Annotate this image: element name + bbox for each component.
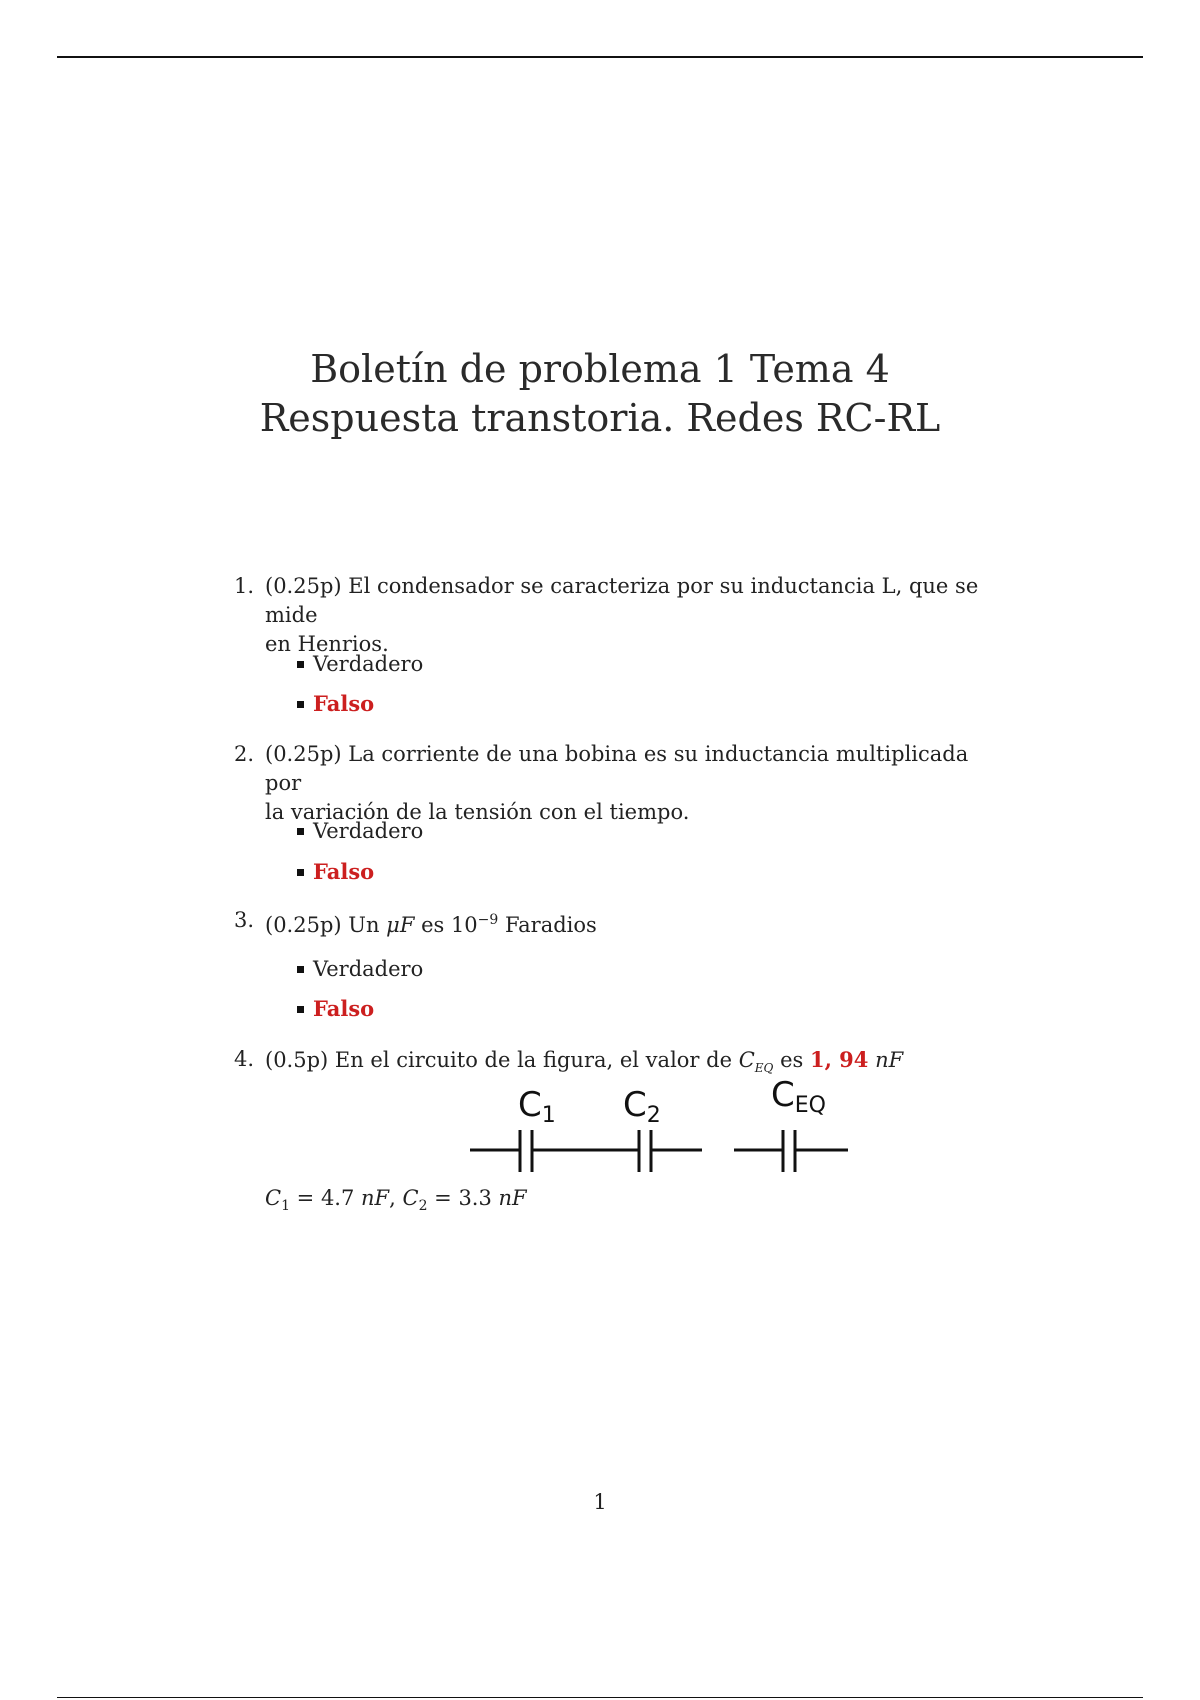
question-text bbox=[265, 572, 994, 659]
option-falso bbox=[297, 689, 374, 719]
header-rule bbox=[57, 56, 1143, 58]
option-verdadero bbox=[297, 817, 423, 846]
given-values bbox=[265, 1184, 527, 1221]
answer-unit: nF bbox=[875, 1048, 904, 1072]
option-falso bbox=[297, 994, 374, 1024]
title-line-2: Respuesta transtoria. Redes RC-RL bbox=[259, 396, 941, 440]
math-subscript: EQ bbox=[754, 1061, 774, 1076]
question-text bbox=[265, 1045, 994, 1083]
question-text bbox=[265, 740, 994, 827]
bullet-icon bbox=[297, 661, 304, 668]
text-mid: es bbox=[773, 1048, 810, 1072]
c2-symbol: C bbox=[402, 1186, 419, 1210]
question-1 bbox=[234, 572, 994, 659]
bullet-icon bbox=[297, 1006, 304, 1013]
question-text bbox=[265, 906, 994, 940]
c2-subscript: 2 bbox=[418, 1198, 428, 1215]
question-text-line-2: la variación de la tensión con el tiempo. bbox=[265, 800, 690, 824]
bullet-icon bbox=[297, 828, 304, 835]
c2-label: C2 bbox=[623, 1085, 661, 1128]
correct-option-label: Falso bbox=[313, 859, 375, 884]
question-number: 4. bbox=[234, 1047, 255, 1071]
question-number: 1. bbox=[234, 574, 255, 598]
c2-value: = 3.3 bbox=[427, 1186, 499, 1210]
bullet-icon bbox=[297, 701, 304, 708]
footer-rule bbox=[57, 1697, 1143, 1698]
option-label: Verdadero bbox=[313, 652, 424, 676]
question-4 bbox=[234, 1045, 994, 1083]
c1-value: = 4.7 bbox=[290, 1186, 362, 1210]
separator: , bbox=[389, 1186, 403, 1210]
c1-subscript: 1 bbox=[281, 1198, 290, 1215]
math-symbol: C bbox=[738, 1048, 755, 1072]
exponent: −9 bbox=[477, 912, 499, 928]
circuit-figure bbox=[460, 1080, 860, 1180]
bullet-icon bbox=[297, 869, 304, 876]
answer-value: 1, 94 bbox=[809, 1047, 869, 1072]
document-title bbox=[0, 345, 1200, 443]
option-falso bbox=[297, 857, 374, 887]
question-text-line-1: (0.25p) La corriente de una bobina es su inductancia multiplicada por bbox=[265, 742, 969, 795]
bullet-icon bbox=[297, 966, 304, 973]
question-text-line-2: en Henrios. bbox=[265, 632, 389, 656]
text-prefix: (0.5p) En el circuito de la figura, el valor de bbox=[265, 1048, 739, 1072]
text-suffix: Faradios bbox=[498, 913, 597, 937]
c2-unit: nF bbox=[498, 1186, 527, 1210]
question-3 bbox=[234, 906, 994, 940]
option-verdadero bbox=[297, 650, 423, 679]
text-prefix: (0.25p) Un bbox=[265, 913, 387, 937]
text-mid: es 10 bbox=[414, 913, 478, 937]
question-2 bbox=[234, 740, 994, 827]
title-line-1: Boletín de problema 1 Tema 4 bbox=[310, 347, 890, 391]
option-label: Verdadero bbox=[313, 819, 424, 843]
c1-label: C1 bbox=[518, 1085, 556, 1128]
question-text-line-1: (0.25p) El condensador se caracteriza por su inductancia L, que se mide bbox=[265, 574, 979, 627]
correct-option-label: Falso bbox=[313, 996, 375, 1021]
option-label: Verdadero bbox=[313, 957, 424, 981]
page-number: 1 bbox=[593, 1490, 607, 1514]
question-number: 3. bbox=[234, 908, 255, 932]
option-verdadero bbox=[297, 955, 423, 984]
ceq-label: CEQ bbox=[771, 1080, 826, 1118]
c1-unit: nF bbox=[361, 1186, 390, 1210]
correct-option-label: Falso bbox=[313, 691, 375, 716]
c1-symbol: C bbox=[265, 1186, 282, 1210]
question-number: 2. bbox=[234, 742, 255, 766]
math-unit: μF bbox=[386, 913, 415, 937]
